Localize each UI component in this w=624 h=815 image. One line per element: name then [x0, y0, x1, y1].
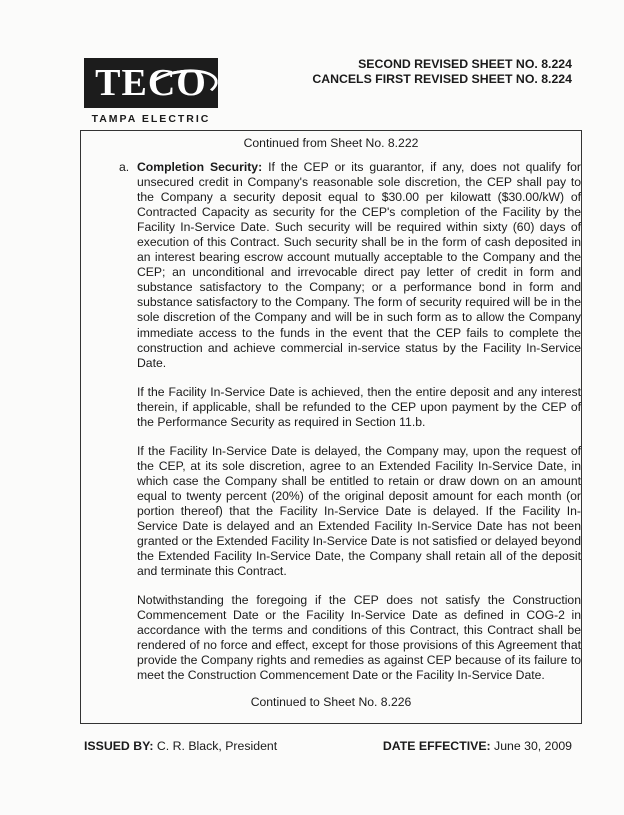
- paragraph-1-text: If the CEP or its guarantor, if any, does not qualify for unsecured credit in Company's reasonable sole discretion, the CEP shall pay to the Company a security deposit equal to $30.00 per kilowatt ($30.00/kW) of Contracted Capacity as security for the CEP's completion of the Facility by the Facility In-Service Date. Such security will be required within sixty (60) days of execution of this Contract. Such security shall be in the form of cash deposited in an interest bearing escrow account mutually acceptable to the Company and the CEP; an unconditional and irrevocable direct pay letter of credit in form and substance satisfactory to the Company; or a performance bond in form and substance satisfactory to the Company. The form of security required will be in the sole discretion of the Company and will be in such form as to allow the Company immediate access to the funds in the event that the CEP fails to complete the construction and achieve commercial in-service status by the Facility In-Service Date.: [137, 160, 581, 370]
- sheet-number: SECOND REVISED SHEET NO. 8.224: [358, 57, 572, 71]
- paragraph-2: If the Facility In-Service Date is achieved, then the entire deposit and any interest therein, if applicable, shall be refunded to the CEP upon payment by the CEP of the Performance Security as required in Section 11.b.: [137, 384, 581, 429]
- sheet-header: [312, 57, 572, 87]
- paragraph-4: Notwithstanding the foregoing if the CEP does not satisfy the Construction Commencement Date or the Facility In-Service Date as defined in COG-2 in accordance with the terms and conditions of this Contract, this Contract shall be rendered of no force and effect, except for those provisions of this Agreement that provide the Company rights and remedies as against CEP because of its failure to meet the Construction Commencement Date or the Facility In-Service Date.: [137, 593, 581, 683]
- paragraph-3: If the Facility In-Service Date is delayed, the Company may, upon the request of the CEP, at its sole discretion, agree to an Extended Facility In-Service Date, in which case the Company shall be entitled to retain or draw down on an amount equal to twenty percent (20%) of the original deposit amount for each month (or portion thereof) that the Facility In-Service Date is delayed. If the Facility In-Service Date is delayed and an Extended Facility In-Service Date has not been granted or the Extended Facility In-Service Date is not satisfied or delayed beyond the Extended Facility In-Service Date, the Company shall retain all of the deposit and terminate this Contract.: [137, 443, 581, 579]
- paragraph-1: [119, 160, 581, 371]
- date-effective: [383, 739, 572, 753]
- issued-by: [84, 739, 277, 753]
- teco-logo: [84, 58, 218, 108]
- section-heading: Completion Security:: [137, 160, 263, 174]
- continued-to: Continued to Sheet No. 8.226: [250, 695, 412, 709]
- section-letter: a.: [119, 160, 130, 174]
- date-effective-value: June 30, 2009: [494, 739, 572, 753]
- issued-by-label: ISSUED BY:: [84, 739, 154, 753]
- continued-from: Continued from Sheet No. 8.222: [243, 136, 419, 150]
- logo-subtitle: TAMPA ELECTRIC: [91, 113, 211, 125]
- issued-by-value: C. R. Black, President: [156, 739, 278, 753]
- section-body: [119, 160, 581, 698]
- content-frame: [80, 130, 582, 724]
- date-effective-label: DATE EFFECTIVE:: [382, 739, 491, 753]
- cancels-sheet: CANCELS FIRST REVISED SHEET NO. 8.224: [312, 72, 572, 86]
- logo-word: TECO: [95, 62, 207, 104]
